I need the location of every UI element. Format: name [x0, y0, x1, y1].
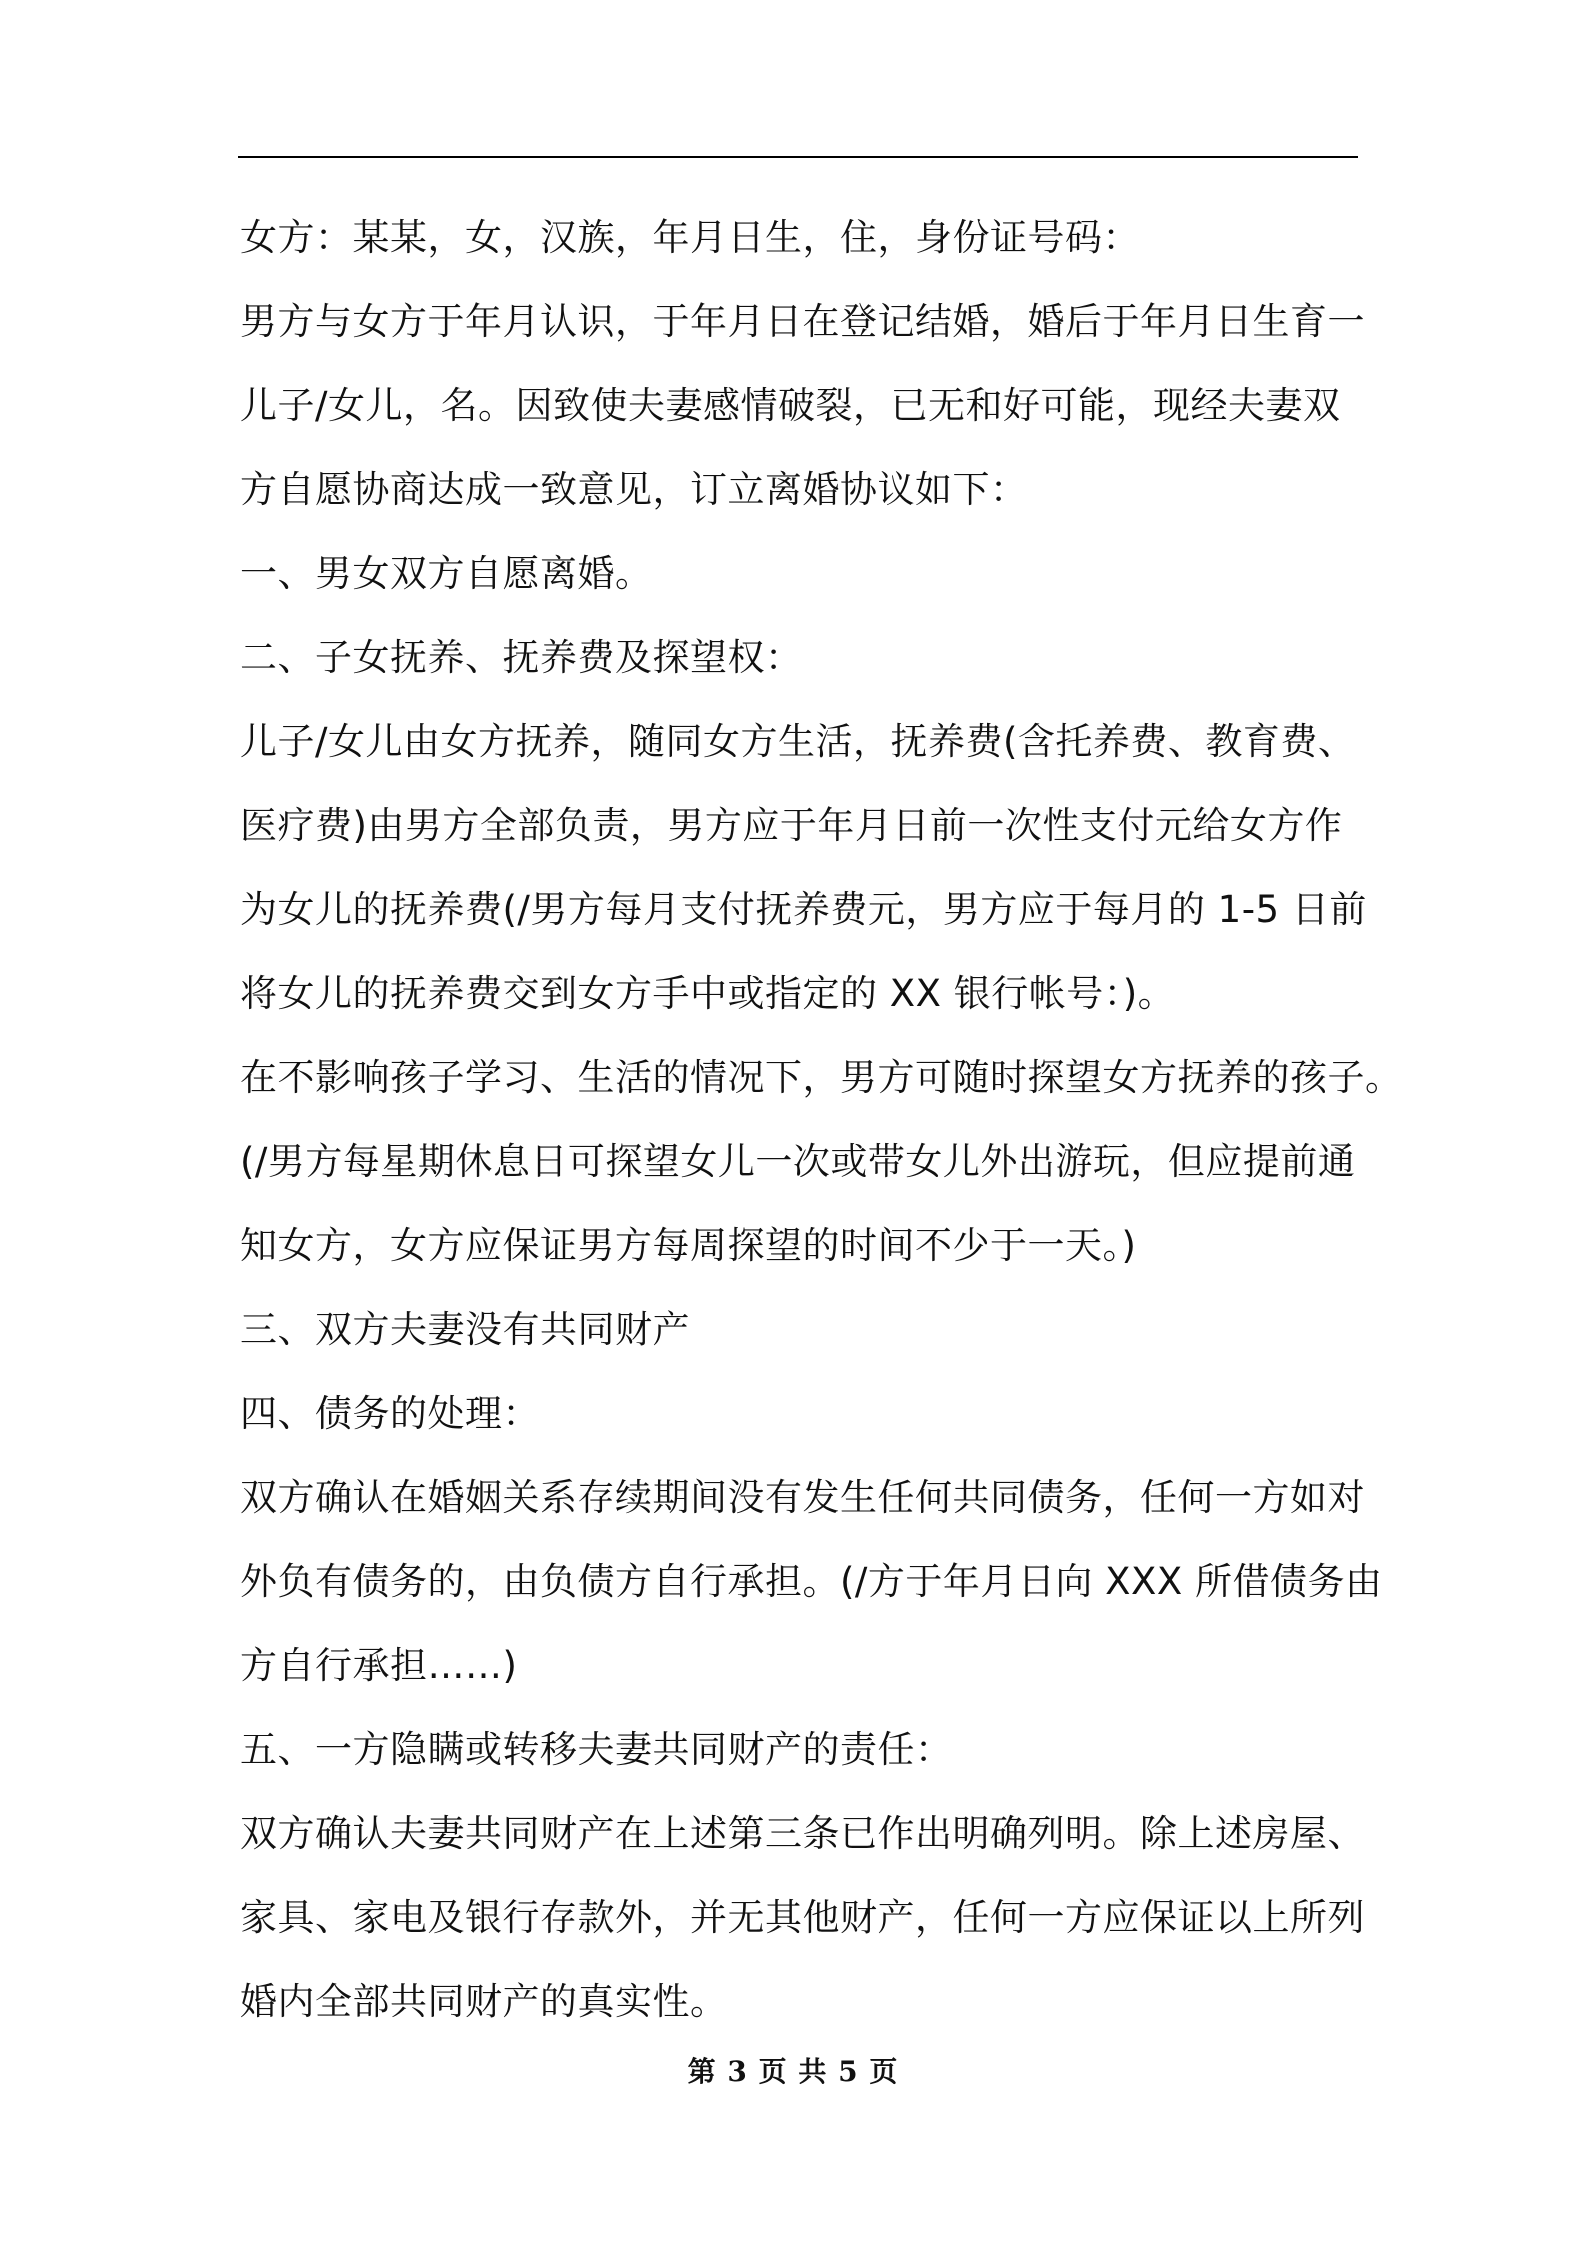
body-line: 男方与女方于年月认识，于年月日在登记结婚，婚后于年月日生育一 — [240, 300, 1365, 343]
body-line: 双方确认在婚姻关系存续期间没有发生任何共同债务，任何一方如对 — [240, 1476, 1365, 1519]
section-heading: 四、债务的处理： — [240, 1392, 540, 1435]
body-line: 将女儿的抚养费交到女方手中或指定的 XX 银行帐号：)。 — [240, 972, 1176, 1015]
section-heading: 三、双方夫妻没有共同财产 — [240, 1308, 690, 1351]
page-number: 第 3 页 共 5 页 — [687, 2055, 899, 2088]
body-line: (/男方每星期休息日可探望女儿一次或带女儿外出游玩，但应提前通 — [240, 1140, 1356, 1183]
body-line: 方自行承担……) — [240, 1644, 518, 1687]
body-line: 女方：某某，女，汉族，年月日生，住，身份证号码： — [240, 216, 1140, 259]
body-line: 儿子/女儿，名。因致使夫妻感情破裂，已无和好可能，现经夫妻双 — [240, 384, 1341, 427]
body-line: 家具、家电及银行存款外，并无其他财产，任何一方应保证以上所列 — [240, 1896, 1365, 1939]
section-heading: 五、一方隐瞒或转移夫妻共同财产的责任： — [240, 1728, 953, 1771]
header-rule — [238, 156, 1358, 158]
section-heading: 二、子女抚养、抚养费及探望权： — [240, 636, 803, 679]
body-line: 知女方，女方应保证男方每周探望的时间不少于一天。) — [240, 1224, 1137, 1267]
body-line: 儿子/女儿由女方抚养，随同女方生活，抚养费(含托养费、教育费、 — [240, 720, 1356, 763]
document-body — [240, 196, 1403, 2044]
body-line: 在不影响孩子学习、生活的情况下，男方可随时探望女方抚养的孩子。 — [240, 1056, 1403, 1099]
body-line: 方自愿协商达成一致意见，订立离婚协议如下： — [240, 468, 1028, 511]
body-line: 婚内全部共同财产的真实性。 — [240, 1980, 728, 2023]
section-heading: 一、男女双方自愿离婚。 — [240, 552, 653, 595]
body-line: 双方确认夫妻共同财产在上述第三条已作出明确列明。除上述房屋、 — [240, 1812, 1365, 1855]
body-line: 为女儿的抚养费(/男方每月支付抚养费元，男方应于每月的 1-5 日前 — [240, 888, 1367, 931]
body-line: 医疗费)由男方全部负责，男方应于年月日前一次性支付元给女方作 — [240, 804, 1343, 847]
body-line: 外负有债务的，由负债方自行承担。(/方于年月日向 XXX 所借债务由 — [240, 1560, 1383, 1603]
